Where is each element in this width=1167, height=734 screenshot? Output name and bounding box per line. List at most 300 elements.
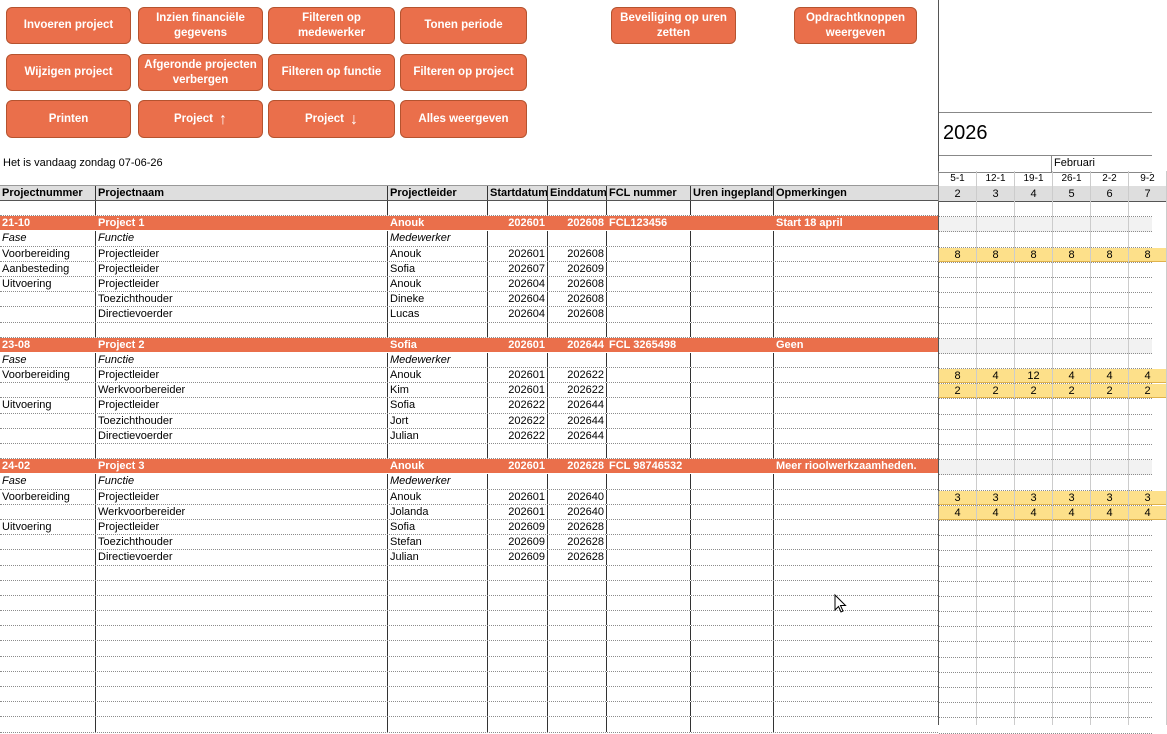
hours-cell[interactable]: 3 [1090,491,1128,505]
empty-cell[interactable] [690,672,773,686]
empty-cell[interactable] [773,581,938,595]
empty-cell[interactable] [95,581,387,595]
empty-cell[interactable] [387,657,487,671]
empty-cell[interactable] [773,626,938,640]
empty-cell[interactable] [487,702,547,716]
cell-start[interactable]: 202601 [487,383,547,397]
cell-end[interactable]: 202622 [547,368,606,382]
cell-fcl[interactable] [606,323,690,337]
opdrachtknoppen-button[interactable] [794,7,917,44]
header-uren-ingepland[interactable]: Uren ingepland [690,186,773,200]
cell-pn[interactable] [0,505,95,519]
cell-opm[interactable] [773,535,938,549]
empty-cell[interactable] [387,687,487,701]
empty-cell[interactable] [606,626,690,640]
cell-end[interactable] [547,231,606,245]
hours-cell[interactable]: 4 [1052,506,1090,520]
cell-pn[interactable]: 21-10 [2,217,31,230]
empty-cell[interactable] [606,672,690,686]
empty-cell[interactable] [387,566,487,580]
cell-uren[interactable] [690,231,773,245]
empty-cell[interactable] [547,626,606,640]
empty-cell[interactable] [387,717,487,731]
cell-fcl[interactable] [606,535,690,549]
cell-uren[interactable] [690,292,773,306]
empty-cell[interactable] [773,566,938,580]
empty-cell[interactable] [387,596,487,610]
cell-uren[interactable] [690,444,773,458]
header-projectnaam[interactable]: Projectnaam [95,186,387,200]
cell-name[interactable]: Functie [95,353,387,367]
cell-end[interactable]: 202644 [547,338,606,352]
hours-cell[interactable]: 4 [1014,506,1052,520]
cell-fcl[interactable] [606,231,690,245]
cell-end[interactable]: 202608 [547,292,606,306]
cell-name[interactable]: Werkvoorbereider [95,505,387,519]
empty-cell[interactable] [690,596,773,610]
cell-name[interactable]: Directievoerder [95,429,387,443]
cell-lead[interactable]: Sofia [387,520,487,534]
cell-end[interactable]: 202640 [547,505,606,519]
cell-lead[interactable]: Dineke [387,292,487,306]
cell-end[interactable] [547,444,606,458]
cell-pn[interactable]: Uitvoering [2,277,52,290]
cell-start[interactable]: 202604 [487,277,547,291]
cell-pn[interactable]: Aanbesteding [2,262,70,275]
cell-fcl[interactable] [606,368,690,382]
cell-lead[interactable]: Anouk [387,247,487,261]
header-fcl-nummer[interactable]: FCL nummer [606,186,690,200]
cell-opm[interactable] [773,429,938,443]
cell-end[interactable] [547,323,606,337]
cell-start[interactable]: 202609 [487,535,547,549]
hours-cell[interactable]: 3 [1052,491,1090,505]
cell-end[interactable]: 202640 [547,490,606,504]
cell-name[interactable]: Projectleider [95,398,387,412]
cell-uren[interactable] [690,550,773,564]
empty-cell[interactable] [95,687,387,701]
hours-cell[interactable]: 8 [1052,248,1090,262]
cell-fcl[interactable] [606,414,690,428]
cell-start[interactable] [487,323,547,337]
cell-name[interactable]: Projectleider [95,277,387,291]
header-projectleider[interactable]: Projectleider [387,186,487,200]
empty-cell[interactable] [487,687,547,701]
header-projectnummer[interactable]: Projectnummer [2,187,83,199]
cell-pn[interactable] [0,414,95,428]
cell-uren[interactable] [690,520,773,534]
cell-start[interactable]: 202601 [487,338,547,352]
cell-lead[interactable]: Medewerker [387,474,487,488]
cell-pn[interactable] [0,535,95,549]
cell-pn[interactable] [0,323,95,337]
cell-start[interactable]: 202609 [487,520,547,534]
empty-cell[interactable] [606,566,690,580]
hours-cell[interactable]: 2 [1090,384,1128,398]
cell-name[interactable]: Project 1 [95,216,387,230]
header-einddatum[interactable]: Einddatum [547,186,606,200]
empty-cell[interactable] [773,717,938,731]
cell-start[interactable]: 202609 [487,550,547,564]
cell-name[interactable]: Projectleider [95,520,387,534]
empty-cell[interactable] [95,626,387,640]
cell-uren[interactable] [690,307,773,321]
cell-fcl[interactable] [606,247,690,261]
project-sort-up-button[interactable] [138,100,263,138]
cell-opm[interactable] [773,201,938,215]
cell-lead[interactable]: Anouk [387,490,487,504]
cell-fcl[interactable] [606,277,690,291]
filteren-functie-button[interactable] [268,54,395,91]
cell-end[interactable] [547,474,606,488]
empty-cell[interactable] [95,566,387,580]
cell-fcl[interactable] [606,444,690,458]
empty-cell[interactable] [487,611,547,625]
cell-lead[interactable]: Jolanda [387,505,487,519]
cell-lead[interactable] [387,201,487,215]
hours-cell[interactable]: 8 [1014,248,1052,262]
cell-opm[interactable] [773,520,938,534]
cell-name[interactable]: Werkvoorbereider [95,383,387,397]
hours-cell[interactable]: 8 [938,369,976,383]
cell-fcl[interactable]: FCL123456 [606,216,690,230]
empty-cell[interactable] [95,596,387,610]
empty-cell[interactable] [0,672,95,686]
empty-cell[interactable] [0,566,95,580]
empty-cell[interactable] [547,641,606,655]
empty-cell[interactable] [690,611,773,625]
hours-cell[interactable]: 4 [1052,369,1090,383]
cell-uren[interactable] [690,429,773,443]
cell-uren[interactable] [690,459,773,473]
cell-uren[interactable] [690,277,773,291]
cell-end[interactable]: 202644 [547,429,606,443]
empty-cell[interactable] [547,611,606,625]
cell-opm[interactable] [773,307,938,321]
cell-opm[interactable]: Meer rioolwerkzaamheden. [773,459,938,473]
cell-uren[interactable] [690,383,773,397]
empty-cell[interactable] [0,657,95,671]
cell-uren[interactable] [690,338,773,352]
empty-cell[interactable] [690,657,773,671]
cell-start[interactable]: 202604 [487,307,547,321]
hours-cell[interactable]: 4 [976,369,1014,383]
hours-cell[interactable]: 3 [1128,491,1166,505]
hours-cell[interactable]: 4 [1090,369,1128,383]
cell-lead[interactable]: Kim [387,383,487,397]
filteren-medewerker-button[interactable] [268,7,395,44]
cell-fcl[interactable]: FCL 3265498 [606,338,690,352]
cell-end[interactable]: 202628 [547,459,606,473]
empty-cell[interactable] [387,581,487,595]
cell-fcl[interactable] [606,474,690,488]
hours-cell[interactable]: 2 [1128,384,1166,398]
cell-opm[interactable] [773,550,938,564]
cell-end[interactable]: 202609 [547,262,606,276]
empty-cell[interactable] [547,687,606,701]
cell-uren[interactable] [690,490,773,504]
cell-opm[interactable] [773,398,938,412]
empty-cell[interactable] [773,611,938,625]
cell-opm[interactable] [773,323,938,337]
cell-pn[interactable] [0,429,95,443]
hours-cell[interactable]: 12 [1014,369,1052,383]
cell-start[interactable]: 202601 [487,368,547,382]
cell-lead[interactable]: Sofia [387,398,487,412]
cell-pn[interactable]: 24-02 [2,460,31,473]
cell-uren[interactable] [690,368,773,382]
empty-cell[interactable] [487,626,547,640]
invoeren-project-button[interactable] [6,7,131,44]
cell-fcl[interactable] [606,505,690,519]
wijzigen-project-button[interactable] [6,54,131,91]
cell-opm[interactable] [773,505,938,519]
empty-cell[interactable] [773,702,938,716]
empty-cell[interactable] [606,596,690,610]
cell-pn[interactable] [0,292,95,306]
cell-fcl[interactable]: FCL 98746532 [606,459,690,473]
empty-cell[interactable] [773,687,938,701]
cell-pn[interactable]: Voorbereiding [2,369,70,382]
cell-name[interactable]: Projectleider [95,490,387,504]
cell-uren[interactable] [690,353,773,367]
empty-cell[interactable] [606,702,690,716]
empty-cell[interactable] [95,702,387,716]
cell-pn[interactable]: Voorbereiding [2,490,70,503]
filteren-project-button[interactable] [400,54,527,91]
empty-cell[interactable] [547,702,606,716]
cell-start[interactable]: 202622 [487,429,547,443]
cell-name[interactable]: Functie [95,231,387,245]
cell-end[interactable]: 202628 [547,535,606,549]
cell-name[interactable] [95,323,387,337]
cell-opm[interactable] [773,414,938,428]
hours-cell[interactable]: 2 [938,384,976,398]
cell-pn[interactable]: Voorbereiding [2,247,70,260]
cell-fcl[interactable] [606,262,690,276]
cell-opm[interactable] [773,277,938,291]
empty-cell[interactable] [0,596,95,610]
cell-pn[interactable] [0,201,95,215]
cell-lead[interactable]: Medewerker [387,353,487,367]
cell-name[interactable]: Projectleider [95,247,387,261]
empty-cell[interactable] [690,641,773,655]
cell-fcl[interactable] [606,520,690,534]
cell-pn[interactable] [0,383,95,397]
empty-cell[interactable] [773,641,938,655]
hours-cell[interactable]: 2 [976,384,1014,398]
empty-cell[interactable] [690,566,773,580]
cell-name[interactable]: Toezichthouder [95,292,387,306]
cell-opm[interactable] [773,444,938,458]
cell-pn[interactable] [0,550,95,564]
cell-name[interactable]: Project 2 [95,338,387,352]
cell-start[interactable] [487,353,547,367]
cell-opm[interactable] [773,383,938,397]
cell-pn[interactable]: Uitvoering [2,520,52,533]
project-sort-down-button[interactable] [268,100,395,138]
cell-opm[interactable] [773,262,938,276]
empty-cell[interactable] [547,596,606,610]
cell-fcl[interactable] [606,353,690,367]
cell-opm[interactable] [773,474,938,488]
cell-start[interactable]: 202604 [487,292,547,306]
empty-cell[interactable] [387,611,487,625]
cell-fcl[interactable] [606,429,690,443]
empty-cell[interactable] [487,596,547,610]
header-opmerkingen[interactable]: Opmerkingen [773,186,938,200]
cell-name[interactable]: Project 3 [95,459,387,473]
cell-fcl[interactable] [606,307,690,321]
cell-end[interactable]: 202608 [547,307,606,321]
empty-cell[interactable] [0,687,95,701]
cell-lead[interactable]: Stefan [387,535,487,549]
cell-lead[interactable]: Jort [387,414,487,428]
cell-lead[interactable] [387,323,487,337]
cell-pn[interactable]: Fase [2,353,27,366]
cell-opm[interactable]: Geen [773,338,938,352]
hours-cell[interactable]: 8 [938,248,976,262]
hours-cell[interactable]: 2 [1052,384,1090,398]
cell-lead[interactable] [387,444,487,458]
cell-opm[interactable] [773,353,938,367]
cell-end[interactable]: 202644 [547,398,606,412]
cell-name[interactable]: Projectleider [95,368,387,382]
empty-cell[interactable] [690,702,773,716]
empty-cell[interactable] [773,672,938,686]
cell-start[interactable]: 202601 [487,216,547,230]
empty-cell[interactable] [773,596,938,610]
cell-pn[interactable]: 23-08 [2,338,31,351]
cell-opm[interactable] [773,368,938,382]
empty-cell[interactable] [95,657,387,671]
empty-cell[interactable] [0,581,95,595]
cell-lead[interactable]: Anouk [387,368,487,382]
cell-end[interactable]: 202628 [547,550,606,564]
cell-fcl[interactable] [606,490,690,504]
cell-pn[interactable]: Fase [2,475,27,488]
cell-end[interactable] [547,353,606,367]
cell-opm[interactable]: Start 18 april [773,216,938,230]
empty-cell[interactable] [547,566,606,580]
empty-cell[interactable] [487,672,547,686]
cell-uren[interactable] [690,535,773,549]
cell-end[interactable]: 202644 [547,414,606,428]
printen-button[interactable] [6,100,131,138]
inzien-financiele-button[interactable] [138,7,263,44]
empty-cell[interactable] [547,672,606,686]
hours-cell[interactable]: 3 [976,491,1014,505]
hours-cell[interactable]: 8 [1090,248,1128,262]
empty-cell[interactable] [487,641,547,655]
empty-cell[interactable] [690,717,773,731]
hours-cell[interactable]: 4 [1090,506,1128,520]
cell-name[interactable]: Toezichthouder [95,414,387,428]
empty-cell[interactable] [690,626,773,640]
cell-name[interactable]: Functie [95,474,387,488]
empty-cell[interactable] [606,717,690,731]
empty-cell[interactable] [487,657,547,671]
cell-lead[interactable]: Anouk [387,216,487,230]
header-startdatum[interactable]: Startdatum [487,186,547,200]
tonen-periode-button[interactable] [400,7,527,44]
empty-cell[interactable] [0,611,95,625]
hours-cell[interactable]: 4 [976,506,1014,520]
empty-cell[interactable] [606,657,690,671]
empty-cell[interactable] [95,641,387,655]
afgeronde-verbergen-button[interactable] [138,54,263,91]
cell-pn[interactable] [0,444,95,458]
empty-cell[interactable] [606,641,690,655]
cell-end[interactable] [547,201,606,215]
cell-opm[interactable] [773,247,938,261]
cell-start[interactable]: 202607 [487,262,547,276]
cell-uren[interactable] [690,323,773,337]
empty-cell[interactable] [95,717,387,731]
cell-opm[interactable] [773,292,938,306]
hours-cell[interactable]: 4 [1128,506,1166,520]
empty-cell[interactable] [487,717,547,731]
cell-end[interactable]: 202608 [547,247,606,261]
cell-name[interactable]: Directievoerder [95,550,387,564]
cell-start[interactable] [487,201,547,215]
empty-cell[interactable] [95,672,387,686]
empty-cell[interactable] [0,641,95,655]
empty-cell[interactable] [547,581,606,595]
cell-name[interactable] [95,201,387,215]
cell-lead[interactable]: Julian [387,429,487,443]
cell-end[interactable]: 202608 [547,216,606,230]
hours-cell[interactable]: 8 [976,248,1014,262]
cell-pn[interactable] [0,307,95,321]
cell-start[interactable]: 202601 [487,505,547,519]
cell-pn[interactable]: Uitvoering [2,399,52,412]
cell-fcl[interactable] [606,201,690,215]
cell-uren[interactable] [690,414,773,428]
cell-pn[interactable]: Fase [2,232,27,245]
cell-end[interactable]: 202608 [547,277,606,291]
cell-lead[interactable]: Sofia [387,338,487,352]
cell-lead[interactable]: Lucas [387,307,487,321]
cell-opm[interactable] [773,231,938,245]
cell-name[interactable] [95,444,387,458]
cell-lead[interactable]: Sofia [387,262,487,276]
beveiliging-uren-button[interactable] [611,7,736,44]
cell-uren[interactable] [690,262,773,276]
hours-cell[interactable]: 3 [1014,491,1052,505]
cell-uren[interactable] [690,505,773,519]
cell-start[interactable]: 202622 [487,398,547,412]
cell-lead[interactable]: Medewerker [387,231,487,245]
cell-fcl[interactable] [606,398,690,412]
empty-cell[interactable] [387,672,487,686]
hours-cell[interactable]: 2 [1014,384,1052,398]
empty-cell[interactable] [547,657,606,671]
empty-cell[interactable] [547,717,606,731]
empty-cell[interactable] [690,581,773,595]
cell-opm[interactable] [773,490,938,504]
cell-lead[interactable]: Anouk [387,459,487,473]
empty-cell[interactable] [387,702,487,716]
cell-fcl[interactable] [606,383,690,397]
alles-weergeven-button[interactable] [400,100,527,138]
empty-cell[interactable] [387,641,487,655]
empty-cell[interactable] [0,626,95,640]
cell-start[interactable]: 202601 [487,490,547,504]
hours-cell[interactable]: 4 [1128,369,1166,383]
hours-cell[interactable]: 8 [1128,248,1166,262]
cell-lead[interactable]: Julian [387,550,487,564]
